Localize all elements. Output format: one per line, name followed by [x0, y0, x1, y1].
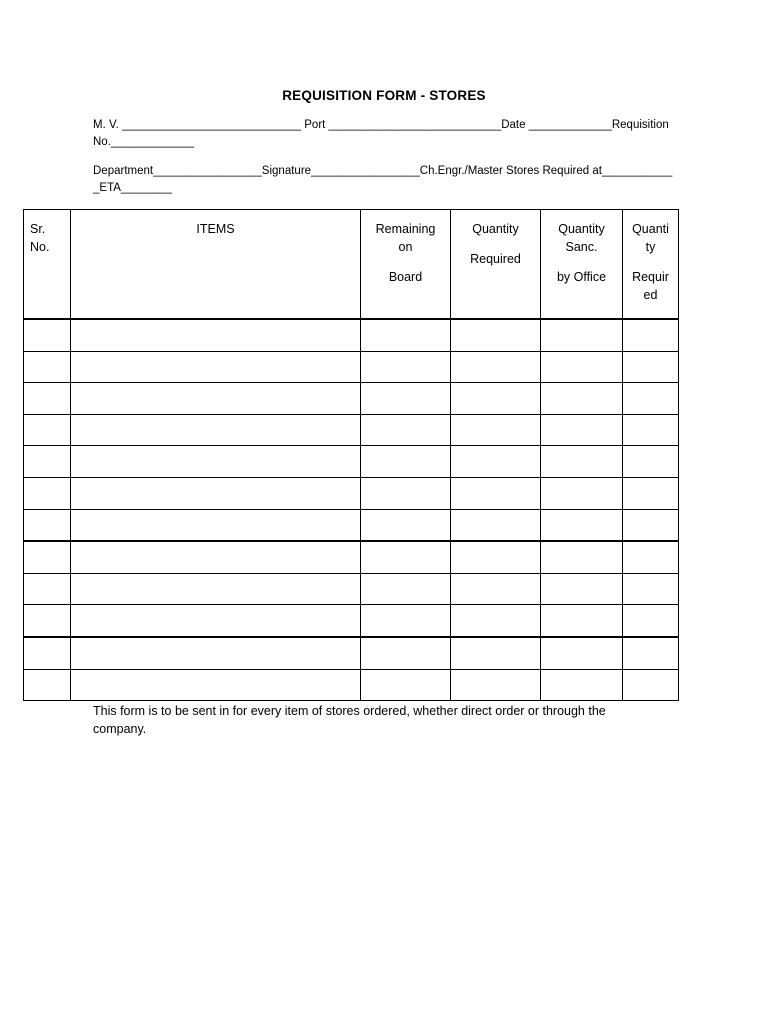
table-row [24, 319, 679, 351]
table-cell[interactable] [541, 477, 623, 509]
table-cell[interactable] [451, 446, 541, 478]
table-row [24, 573, 679, 605]
table-cell[interactable] [623, 541, 679, 573]
table-cell[interactable] [623, 414, 679, 446]
table-cell[interactable] [541, 319, 623, 351]
col-header-quantity-required: Quantity Required [451, 210, 541, 320]
table-cell[interactable] [24, 351, 71, 383]
table-row [24, 383, 679, 415]
table-row [24, 541, 679, 573]
table-cell[interactable] [71, 509, 361, 541]
table-cell[interactable] [451, 319, 541, 351]
table-cell[interactable] [361, 414, 451, 446]
table-cell[interactable] [24, 541, 71, 573]
table-cell[interactable] [24, 414, 71, 446]
table-cell[interactable] [541, 383, 623, 415]
department-signature-line: Department_________________Signature_________________Ch.Engr./Master Stores Required at____________ETA________ [93, 165, 673, 194]
form-note: This form is to be sent in for every item of stores ordered, whether direct order or through the company. [93, 704, 606, 736]
table-cell[interactable] [623, 637, 679, 669]
col-header-quantity-sanctioned: Quantity Sanc. by Office [541, 210, 623, 320]
table-cell[interactable] [451, 573, 541, 605]
table-cell[interactable] [541, 509, 623, 541]
col-header-sr-no: Sr. No. [24, 210, 71, 320]
table-cell[interactable] [361, 319, 451, 351]
table-cell[interactable] [361, 573, 451, 605]
table-cell[interactable] [623, 383, 679, 415]
table-row [24, 605, 679, 637]
table-cell[interactable] [361, 541, 451, 573]
vessel-port-date-line: M. V. ____________________________ Port ___________________________Date _____________Requisition No._____________ [93, 119, 672, 148]
table-cell[interactable] [71, 383, 361, 415]
table-cell[interactable] [541, 414, 623, 446]
table-cell[interactable] [623, 477, 679, 509]
table-row [24, 637, 679, 669]
table-cell[interactable] [361, 351, 451, 383]
table-cell[interactable] [451, 414, 541, 446]
table-cell[interactable] [623, 605, 679, 637]
table-cell[interactable] [541, 669, 623, 701]
table-cell[interactable] [24, 446, 71, 478]
table-cell[interactable] [361, 446, 451, 478]
table-cell[interactable] [541, 605, 623, 637]
table-row [24, 414, 679, 446]
table-cell[interactable] [71, 637, 361, 669]
table-cell[interactable] [623, 446, 679, 478]
table-cell[interactable] [71, 605, 361, 637]
table-cell[interactable] [71, 446, 361, 478]
table-cell[interactable] [623, 669, 679, 701]
table-cell[interactable] [71, 477, 361, 509]
col-header-quantity-required-short: Quanti ty Requir ed [623, 210, 679, 320]
requisition-table [23, 209, 679, 701]
table-cell[interactable] [24, 383, 71, 415]
table-cell[interactable] [71, 351, 361, 383]
table-cell[interactable] [71, 319, 361, 351]
table-row [24, 669, 679, 701]
table-cell[interactable] [361, 637, 451, 669]
table-cell[interactable] [24, 477, 71, 509]
table-cell[interactable] [451, 477, 541, 509]
table-cell[interactable] [451, 637, 541, 669]
table-cell[interactable] [71, 541, 361, 573]
table-cell[interactable] [541, 446, 623, 478]
table-cell[interactable] [541, 351, 623, 383]
table-cell[interactable] [71, 573, 361, 605]
table-cell[interactable] [24, 509, 71, 541]
table-row [24, 351, 679, 383]
table-cell[interactable] [451, 509, 541, 541]
table-cell[interactable] [451, 351, 541, 383]
table-cell[interactable] [623, 351, 679, 383]
table-cell[interactable] [24, 573, 71, 605]
table-cell[interactable] [451, 541, 541, 573]
table-cell[interactable] [361, 509, 451, 541]
table-cell[interactable] [361, 605, 451, 637]
table-cell[interactable] [361, 383, 451, 415]
table-cell[interactable] [361, 477, 451, 509]
table-row [24, 509, 679, 541]
col-header-items: ITEMS [71, 210, 361, 320]
table-cell[interactable] [24, 605, 71, 637]
table-header-row [24, 210, 679, 320]
table-body [24, 319, 679, 701]
table-cell[interactable] [451, 605, 541, 637]
table-cell[interactable] [451, 669, 541, 701]
table-cell[interactable] [24, 669, 71, 701]
table-cell[interactable] [361, 669, 451, 701]
table-cell[interactable] [541, 637, 623, 669]
table-cell[interactable] [623, 573, 679, 605]
table-row [24, 446, 679, 478]
table-cell[interactable] [24, 637, 71, 669]
table-cell[interactable] [71, 414, 361, 446]
table-cell[interactable] [541, 573, 623, 605]
table-cell[interactable] [451, 383, 541, 415]
table-cell[interactable] [541, 541, 623, 573]
table-cell[interactable] [71, 669, 361, 701]
col-header-remaining-on-board: Remaining on Board [361, 210, 451, 320]
table-row [24, 477, 679, 509]
form-title: REQUISITION FORM - STORES [282, 88, 486, 103]
table-cell[interactable] [24, 319, 71, 351]
table-cell[interactable] [623, 509, 679, 541]
table-cell[interactable] [623, 319, 679, 351]
